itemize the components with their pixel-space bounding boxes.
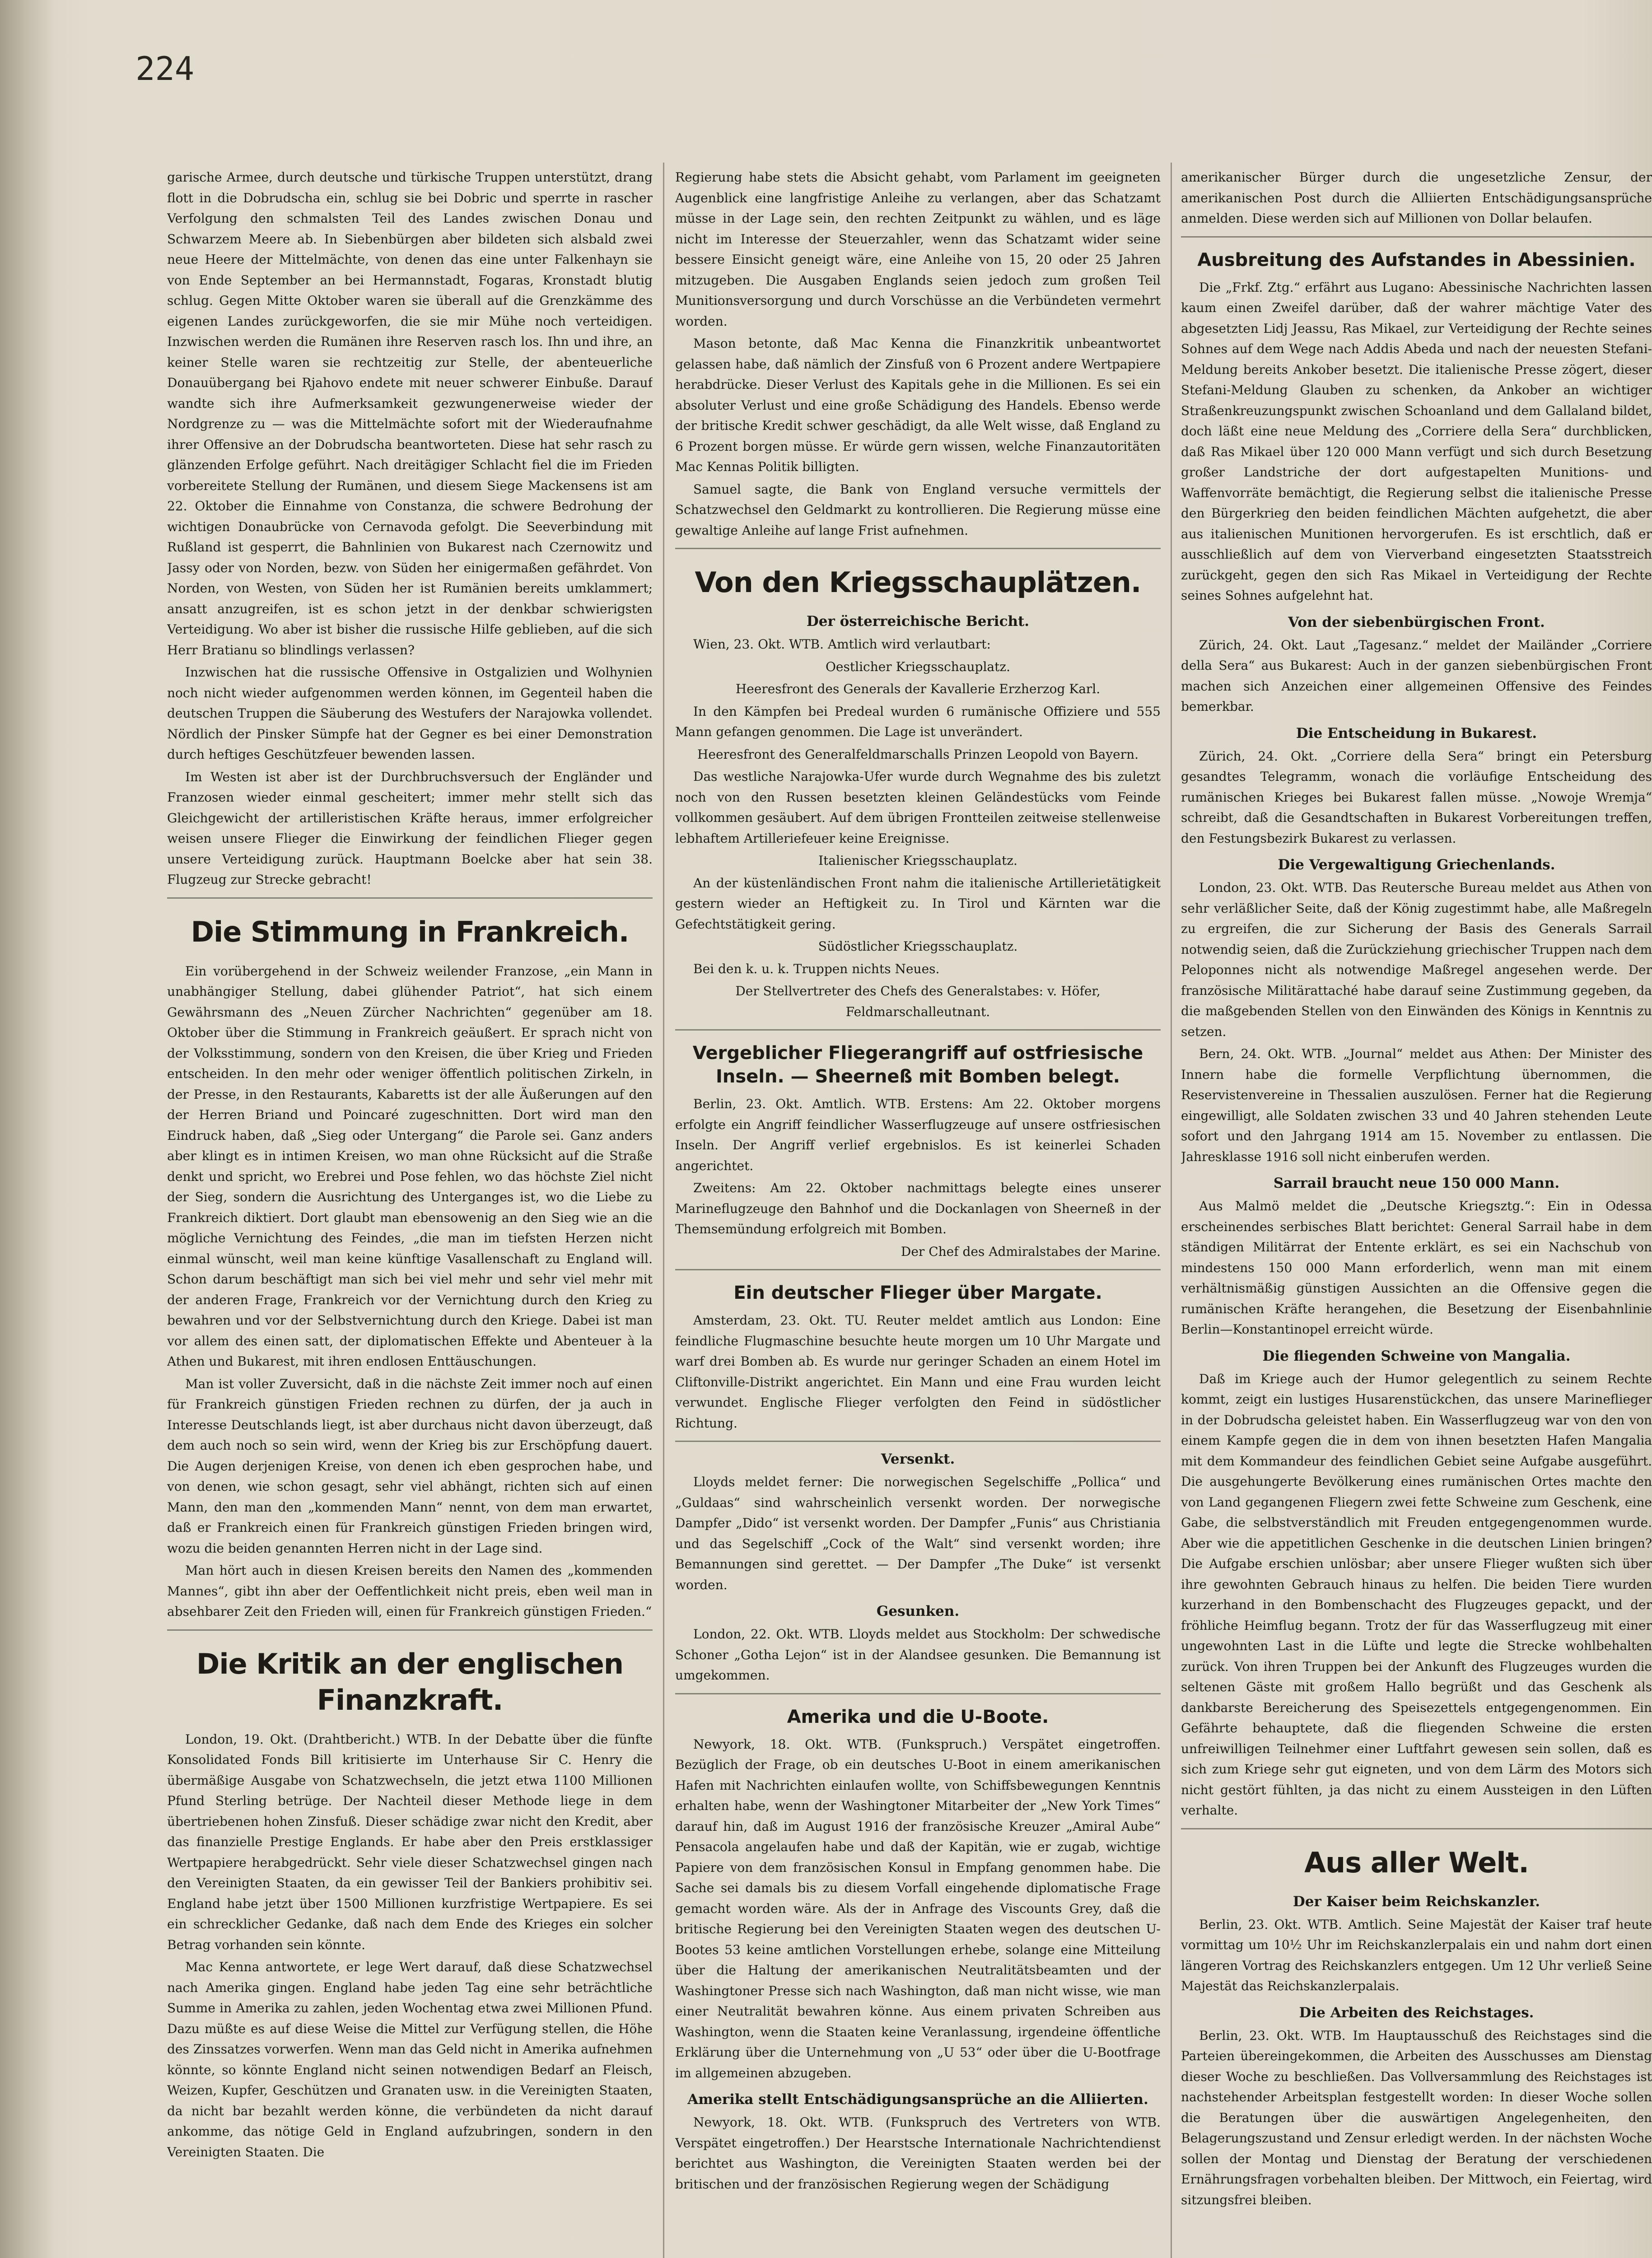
section-label: Heeresfront des Generals der Kavallerie Erzherzog Karl. [735, 681, 1101, 696]
section-label: Südöstlicher Kriegsschauplatz. [818, 939, 1018, 954]
headline-kritik: Die Kritik an der englischen Finanzkraft. [196, 1647, 624, 1717]
section-divider [1181, 1828, 1652, 1829]
column-1 [167, 167, 653, 2258]
section-label: Oestlicher Kriegsschauplatz. [825, 659, 1011, 674]
column-2 [675, 167, 1161, 2258]
article-paragraph: London, 19. Okt. (Drahtbericht.) WTB. In der Debatte über die fünfte Konsolidated Fonds Bill kritisierte im Unterhause Sir C. Henry die übermäßige Ausgabe von Schatzwechseln, die jetzt etwa 1100 Millionen Pfund Sterling betrüge. Der Nachteil dieser Methode liege in dem übertriebenen hohen Zinsfuß. Dieser schädige zwar nicht den Kredit, aber das finanzielle Prestige Englands. Er habe aber den Preis erstklassiger Wertpapiere herabgedrückt. Sehr viele dieser Schatzwechsel gingen nach den Vereinigten Staaten, da ein gewisser Teil der Bankiers prohibitiv sei. England habe jetzt über 1500 Millionen kurzfristige Wertpapiere. Es sei ein schrecklicher Gedanke, daß nach dem Ende des Krieges ein solcher Betrag vorhanden sein könnte. [167, 1731, 653, 1952]
article-paragraph: Ein vorübergehend in der Schweiz weilender Franzose, „ein Mann in unabhängiger Stellung, dabei glühender Patriot“, hat sich einem Gewährsmann des „Neuen Zürcher Nachrichten“ gegenüber am 18. Oktober über die Stimmung in Frankreich geäußert. Er sprach nicht von der Volksstimmung, sondern von den Kreisen, die über Krieg und Frieden entscheiden. In den mehr oder weniger öffentlich politischen Zirkeln, in der Presse, in den Restaurants, Kabaretts ist der alle Äußerungen auf den der Herren Briand und Poincaré zugeschnitten. Dort wird man den Eindruck haben, daß „Sieg oder Untergang“ die Parole sei. Ganz anders aber klingt es in intimen Kreisen, wo man ohne Rücksicht auf die Straße denkt und spricht, wo Erebrei und Pose fehlen, wo das höchste Ziel nicht der Sieg, sondern die Ausrichtung des Unterganges ist, wo die Liebe zu Frankreich diktiert. Dort glaubt man ebensowenig an den Sieg wie an die mögliche Vernichtung des Feindes, „die man im tiefsten Herzen nicht einmal wünscht, weil man keine künftige Vasallenschaft zu England will. Schon darum beschäftigt man sich bei viel mehr und sehr viel mehr mit der anderen Frage, Frankreich vor der Vernichtung durch den Krieg zu bewahren und vor der Selbstvernichtung durch den Kriege. Dabei ist man vor allem des einen satt, der diplomatischen Effekte und Abenteuer à la Athen und Bukarest, mit ihren endlosen Enttäuschungen. [167, 963, 653, 1369]
section-divider [675, 1693, 1161, 1694]
signature: Der Stellvertreter des Chefs des Generalstabes: v. Höfer, Feldmarschalleutnant. [735, 984, 1101, 1019]
dateline: Wien, 23. Okt. WTB. Amtlich wird verlautbart: [693, 637, 991, 652]
article-paragraph: Mason betonte, daß Mac Kenna die Finanzkritik unbeantwortet gelassen habe, daß nämlich der Zinsfuß von 6 Prozent andere Wertpapiere herabdrücke. Dieser Verlust des Kapitals gehe in die Millionen. Es sei ein absoluter Verlust und eine große Schädigung des Handels. Ebenso werde der britische Kredit schwer geschädigt, da alle Welt wisse, daß England zu 6 Prozent borgen müsse. Er würde gern wissen, welche Finanzautoritäten Mac Kennas Politik billigten. [675, 336, 1161, 474]
subheadline-reichstag: Die Arbeiten des Reichstages. [1299, 2004, 1534, 2021]
headline-sarrail: Sarrail braucht neue 150 000 Mann. [1273, 1175, 1560, 1191]
section-divider [675, 1029, 1161, 1031]
headline-versenkt: Versenkt. [881, 1451, 955, 1467]
headline-stimmung: Die Stimmung in Frankreich. [191, 915, 629, 948]
headline-amerika: Amerika und die U-Boote. [787, 1706, 1049, 1727]
headline-griechenland: Die Vergewaltigung Griechenlands. [1278, 857, 1555, 873]
article-paragraph: Berlin, 23. Okt. WTB. Amtlich. Seine Majestät der Kaiser traf heute vormittag um 10½ Uhr im Reichskanzlerpalais ein und nahm dort einen längeren Vortrag des Reichskanzlers entgegen. Um 12 Uhr verließ Seine Majestät das Reichskanzlerpalais. [1181, 1917, 1652, 1993]
headline-kriegsschauplaetze: Von den Kriegsschauplätzen. [695, 566, 1141, 599]
article-paragraph: Die „Frkf. Ztg.“ erfährt aus Lugano: Abessinische Nachrichten lassen kaum einen Zweifel darüber, daß der wahrer mächtige Vater des abgesetzten Lidj Jeassu, Ras Mikael, zur Verteidigung der Rechte seines Sohnes auf dem Wege nach Addis Abeda und nach der neuesten Stefani-Meldung bereits Ankober besetzt. Die italienische Presse zögert, dieser Stefani-Meldung Glauben zu schenken, da Ankober an wichtiger Straßenkreuzungspunkt zwischen Schoanland und dem Gallaland bildet, doch läßt eine neue Meldung des „Corriere della Sera“ durchblicken, daß Ras Mikael über 120 000 Mann verfügt und sich durch Besetzung großer Landstriche der dort aufgestapelten Munitions- und Waffenvorräte bemächtigt, die Regierung selbst die italienische Presse den Bürgerkrieg den beiden feindlichen Mächten aufgehetzt, die aber aus italienischen Munitionen hervorgerufen. Es ist erschtlich, daß er ausschließlich auf dem von Vierverband eingesetzten Staatsstreich zurückgeht, gegen den sich Ras Mikael in Verteidigung der Rechte seines Sohnes aufgelehnt hat. [1181, 280, 1652, 603]
subheadline-kaiser: Der Kaiser beim Reichskanzler. [1293, 1893, 1540, 1910]
article-paragraph: In den Kämpfen bei Predeal wurden 6 rumänische Offiziere und 555 Mann gefangen genommen. Die Lage ist unverändert. [675, 704, 1161, 739]
headline-margate: Ein deutscher Flieger über Margate. [733, 1283, 1102, 1303]
headline-siebenbuergen: Von der siebenbürgischen Front. [1288, 614, 1545, 630]
section-divider [675, 1441, 1161, 1442]
article-paragraph: Lloyds meldet ferner: Die norwegischen Segelschiffe „Pollica“ und „Guldaas“ sind wahrscheinlich versenkt worden. Der norwegische Dampfer „Dido“ ist versenkt worden. Der Dampfer „Funis“ aus Christiania und das Segelschiff „Cock of the Walt“ sind versenkt worden; ihre Bemannungen sind gerettet. — Der Dampfer „The Duke“ ist versenkt worden. [675, 1474, 1161, 1592]
headline-gesunken: Gesunken. [876, 1603, 960, 1619]
headline-aus-aller-welt: Aus aller Welt. [1304, 1846, 1529, 1879]
signature: Der Chef des Admiralstabes der Marine. [901, 1244, 1161, 1259]
article-paragraph: Regierung habe stets die Absicht gehabt, vom Parlament im geeigneten Augenblick eine langfristige Anleihe zu verlangen, aber das Schatzamt müsse in der Lage sein, den rechten Zeitpunkt zu wählen, und es läge nicht im Interesse der Steuerzahler, wenn das Schatzamt wider seine bessere Einsicht geneigt wäre, eine Anleihe von 15, 20 oder 25 Jahren mitzugeben. Die Ausgaben Englands seien jedoch zum großen Teil Munitionsversorgung und durch Vorschüsse an die Verbündeten vermehrt worden. [675, 170, 1161, 329]
section-label: Heeresfront des Generalfeldmarschalls Prinzen Leopold von Bayern. [697, 746, 1139, 762]
section-divider [167, 897, 653, 899]
article-paragraph: garische Armee, durch deutsche und türkische Truppen unterstützt, drang flott in die Dobrudscha ein, schlug sie bei Dobric und sperrte in rascher Verfolgung den schmalsten Teil des Landes zwischen Donau und Schwarzem Meere ab. In Siebenbürgen aber bildeten sich alsbald zwei neue Heere der Mittelmächte, von denen das eine unter Falkenhayn sie von Ende September an bei Hermannstadt, Fogaras, Kronstadt blutig schlug. Gegen Mitte Oktober waren sie überall auf die Grenzkämme des eigenen Landes zurückgeworfen, die sie mir Mühe noch verteidigen. Inzwischen werden die Rumänen ihre Reserven rasch los. Ihn und ihre, an keiner Stelle waren sie rechtzeitig zur Stelle, der abenteuerliche Donauübergang bei Rjahovo endete mit neuer schwerer Einbuße. Darauf wandte sich ihre Aufmerksamkeit gezwungenerweise wieder der Nordgrenze zu — was die Mittelmächte sofort mit der Wiederaufnahme ihrer Offensive an der Dobrudscha beantworteten. Diese hat sehr rasch zu glänzenden Erfolge geführt. Nach dreitägiger Schlacht fiel die im Frieden vorbereitete Stellung der Rumänen, und diesem Siege Mackensens ist am 22. Oktober die Einnahme von Constanza, die schwere Bedrohung der wichtigen Donaubrücke von Cernavoda gefolgt. Die Seeverbindung mit Rußland ist gesperrt, die Bahnlinien von Bukarest nach Czernowitz und Jassy oder von Norden, bezw. von Süden her einigermaßen gefährdet. Von Norden, von Westen, von Süden her ist Rumänien bereits umklammert; ansatt anzugreifen, ist es schon jetzt in der denkbar schwierigsten Verteidigung. Wo aber ist bisher die russische Hilfe geblieben, auf die sich Herr Bratianu so blindlings verlassen? [167, 170, 653, 658]
section-label: Italienischer Kriegsschauplatz. [818, 853, 1017, 868]
column-rule [663, 163, 664, 2258]
section-divider [675, 1269, 1161, 1270]
page-number: 224 [135, 50, 195, 88]
article-paragraph: Newyork, 18. Okt. WTB. (Funkspruch.) Verspätet eingetroffen. Bezüglich der Frage, ob ein deutsches U-Boot in einem amerikanischen Hafen mit Nachrichten einlaufen wollte, von Schiffsbewegungen Kenntnis erhalten habe, wenn der Washingtoner Mitarbeiter der „New York Times“ darauf hin, daß im August 1916 der französische Kreuzer „Amiral Aube“ Pensacola angelaufen habe und daß der Kapitän, wie er zugab, wichtige Papiere von dem französischen Konsul in Empfang genommen habe. Die Sache sei damals bis zu diesem Vorfall eingehende diplomatische Frage gemacht worden wäre. Als der in Anfrage des Viscounts Grey, daß die britische Regierung bei den Vereinigten Staaten wegen des deutschen U-Bootes 53 keine amtlichen Vorstellungen erhebe, solange eine Mitteilung über die Haltung der amerikanischen Neutralitätsbeamten und der Washingtoner Presse sich nach Washington, daß man nicht wisse, wie man einer Neutralität bewahren könne. Aus einem privaten Schreiben aus Washington, wenn die Staaten keine Veranlassung, irgendeine öffentliche Erklärung über die Unternehmung von „U 53“ oder über die U-Bootfrage im allgemeinen abzugeben. [675, 1736, 1161, 2081]
headline-fliegerangriff: Vergeblicher Fliegerangriff auf ostfriesische Inseln. — Sheerneß mit Bomben belegt. [692, 1043, 1143, 1087]
article-paragraph: Bei den k. u. k. Truppen nichts Neues. [693, 961, 940, 976]
article-paragraph: Das westliche Narajowka-Ufer wurde durch Wegnahme des bis zuletzt noch von den Russen besetzten kleinen Geländestücks vom Feinde vollkommen gesäubert. Auf dem übrigen Frontteilen zeitweise stellenweise lebhaftem Artilleriefeuer keine Ereignisse. [675, 769, 1161, 846]
article-paragraph: Newyork, 18. Okt. WTB. (Funkspruch des Vertreters von WTB. Verspätet eingetroffen.) Der Hearstsche Internationale Nachrichtendienst berichtet aus Washington, die Vereinigten Staaten werden bei der britischen und der französischen Regierung wegen der Schädigung [675, 2115, 1161, 2192]
article-paragraph: Zürich, 24. Okt. „Corriere della Sera“ bringt ein Petersburg gesandtes Telegramm, wonach die vorläufige Entscheidung des rumänischen Krieges bei Bukarest fallen müsse. „Nowoje Wremja“ schreibt, daß die Gesandtschaften in Bukarest Vorbereitungen treffen, den Festungsbezirk Bukarest zu verlassen. [1181, 748, 1652, 846]
article-paragraph: An der küstenländischen Front nahm die italienische Artillerietätigkeit gestern wieder an Heftigkeit zu. In Tirol und Kärnten war die Gefechtstätigkeit gering. [675, 875, 1161, 932]
article-paragraph: Im Westen ist aber ist der Durchbruchsversuch der Engländer und Franzosen wieder einmal gescheitert; immer mehr stellt sich das Gleichgewicht der artilleristischen Kräfte heraus, immer erfolgreicher weisen unsere Flieger die Einwirkung der feindlichen Flieger gegen unsere Verteidigung zurück. Hauptmann Boelcke aber hat sein 38. Flugzeug zur Strecke gebracht! [167, 769, 653, 887]
article-paragraph: Aus Malmö meldet die „Deutsche Kriegsztg.“: Ein in Odessa erscheinendes serbisches Blatt berichtet: General Sarrail habe in dem ständigen Militärrat der Entente erklärt, es sei ein Nachschub von mindestens 150 000 Mann erforderlich, wenn man mit einem verhältnismäßig günstigen Aussichten an die Offensive gegen die rumänischen Kräfte herangehen, die Besetzung der Eisenbahnlinie Berlin—Konstantinopel erreicht würde. [1181, 1199, 1652, 1337]
section-divider [1181, 236, 1652, 238]
section-divider [675, 548, 1161, 549]
article-paragraph: Berlin, 23. Okt. Amtlich. WTB. Erstens: Am 22. Oktober morgens erfolgte ein Angriff feindlicher Wasserflugzeuge auf unsere ostfriesischen Inseln. Der Angriff verlief ergebnislos. Es ist keinerlei Schaden angerichtet. [675, 1096, 1161, 1173]
article-paragraph: London, 23. Okt. WTB. Das Reutersche Bureau meldet aus Athen von sehr verläßlicher Seite, daß der König zugestimmt habe, alle Maßregeln zu ergreifen, die zur Sicherung der Basis des Generals Sarrail notwendig seien, daß die Zurückziehung griechischer Truppen nach dem Peloponnes nicht als notwendige Maßregel angesehen werde. Der französische Militärattaché habe darauf seine Zustimmung gegeben, da die maßgebenden Stellen von den Einwänden des Königs in Kenntnis zu setzen. [1181, 880, 1652, 1039]
article-paragraph: Zürich, 24. Okt. Laut „Tagesanz.“ meldet der Mailänder „Corriere della Sera“ aus Bukarest: Auch in der ganzen siebenbürgischen Front machen sich Anzeichen einer allgemeinen Offensive des Feindes bemerkbar. [1181, 637, 1652, 714]
article-paragraph: amerikanischer Bürger durch die ungesetzliche Zensur, der amerikanischen Post durch die Alliierten Entschädigungsansprüche anmelden. Diese werden sich auf Millionen von Dollar belaufen. [1181, 170, 1652, 226]
article-paragraph: Inzwischen hat die russische Offensive in Ostgalizien und Wolhynien noch nicht wieder aufgenommen werden können, im Gegenteil haben die deutschen Truppen die Säuberung des Westufers der Narajowka vollendet. Nördlich der Pinsker Sümpfe hat der Gegner es bei einer Demonstration durch heftiges Geschützfeuer bewenden lassen. [167, 665, 653, 762]
page-binding-shadow [0, 0, 54, 2258]
article-paragraph: Man ist voller Zuversicht, daß in die nächste Zeit immer noch auf einen für Frankreich günstigen Frieden rechnen zu dürfen, der ja auch in Interesse Deutschlands liegt, ist aber durchaus nicht davon überzeugt, daß dem auch noch so sein wird, wenn der Krieg bis zur Erschöpfung dauert. Die Augen derjenigen Kreise, von denen ich eben gesprochen habe, und von denen, wie schon gesagt, sehr viel abhängt, richten sich auf einen Mann, den man den „kommenden Mann“ nennt, von dem man erwartet, daß er Frankreich einen für Frankreich günstigen Frieden bringen wird, wozu die beiden genannten Herren nicht in der Lage sind. [167, 1376, 653, 1556]
headline-bukarest: Die Entscheidung in Bukarest. [1296, 725, 1537, 742]
article-paragraph: Berlin, 23. Okt. WTB. Im Hauptausschuß des Reichstages sind die Parteien übereingekommen, die Arbeiten des Ausschusses am Dienstag dieser Woche zu beschließen. Das Vollversammlung des Reichstages ist nachstehender Arbeitsplan festgestellt worden: In dieser Woche sollen die Beratungen über die auswärtigen Angelegenheiten, den Belagerungszustand und Zensur erledigt werden. In der nächsten Woche sollen der Montag und Dienstag der Beratung der verschiedenen Ernährungsfragen vorbehalten bleiben. Der Mittwoch, ein Feiertag, wird sitzungsfrei bleiben. [1181, 2028, 1652, 2207]
article-paragraph: Man hört auch in diesen Kreisen bereits den Namen des „kommenden Mannes“, gibt ihn aber der Oeffentlichkeit nicht preis, eben weil man in absehbarer Zeit den Frieden will, einen für Frankreich günstigen Frieden.“ [167, 1563, 653, 1619]
column-3 [1181, 167, 1652, 2258]
article-paragraph: London, 22. Okt. WTB. Lloyds meldet aus Stockholm: Der schwedische Schoner „Gotha Lejon“ ist in der Alandsee gesunken. Die Bemannung ist umgekommen. [675, 1627, 1161, 1683]
article-paragraph: Mac Kenna antwortete, er lege Wert darauf, daß diese Schatzwechsel nach Amerika gingen. England habe jeden Tag eine sehr beträchtliche Summe in Amerika zu zahlen, jeden Wochentag etwa zwei Millionen Pfund. Dazu müßte es auf diese Weise die Mittel zur Verfügung stellen, die Höhe des Zinssatzes vorwerfen. Wenn man das Geld nicht in Amerika aufnehmen könnte, so könnte England nicht seinen notwendigen Bedarf an Fleisch, Weizen, Kupfer, Geschützen und Granaten usw. in die Vereinigten Staaten, da nicht bar bezahlt werden könne, die verbündeten da nicht darauf ankomme, das nötige Geld in England aufzubringen, sondern in den Vereinigten Staaten. Die [167, 1959, 653, 2160]
article-paragraph: Daß im Kriege auch der Humor gelegentlich zu seinem Rechte kommt, zeigt ein lustiges Husarenstückchen, das unsere Marineflieger in der Dobrudscha geleistet haben. Ein Wasserflugzeug war von den von einem Kampfe gegen die in dem von ihnen besetzten Hafen Mangalia mit dem Kommandeur des feindlichen Gebiet seine Aufgabe ausgeführt. Die ausgehungerte Bevölkerung eines rumänischen Ortes machte den von Land gegangenen Fliegern zwei fette Schweine zum Geschenk, eine Gabe, die selbstverständlich mit Freuden entgegengenommen wurde. Aber wie die appetitlichen Geschenke in die deutschen Linien bringen? Die Aufgabe erschien unlösbar; aber unsere Flieger wußten sich über ihre gewohnten Gebrauch hinaus zu helfen. Die beiden Tiere wurden kurzerhand in den Bombenschacht des Flugzeuges gepackt, und der fröhliche Heimflug begann. Trotz der für das Wasserflugzeug mit einer ungewohnten Last in die Lüfte und legte die Strecke wohlbehalten zurück. Von ihren Truppen bei der Ankunft des Flugzeuges wurden die seltenen Gäste mit großem Hallo begrüßt und das Geschenk als dankbarste Bereicherung des Speisezettels entgegengenommen. Ein Gefährte behauptete, daß die fliegenden Schweine die ersten unfreiwilligen Teilnehmer einer Luftfahrt gewesen sein sollen, daß es sich zum Kriege sehr gut eigneten, und von dem Lärm des Motors sich nicht gestört fühlten, ja das nicht zu einem Aussteigen in den Lüften verhalte. [1181, 1371, 1652, 1818]
article-paragraph: Bern, 24. Okt. WTB. „Journal“ meldet aus Athen: Der Minister des Innern habe die formelle Verpflichtung übernommen, die Reservistenvereine in Thessalien auszulösen. Ferner hat die Regierung eingewilligt, alle Soldaten zwischen 33 und 40 Jahren stehenden Leute sofort und den Jahrgang 1914 am 15. November zu entlassen. Die Jahresklasse 1916 soll nicht einberufen werden. [1181, 1046, 1652, 1164]
subheadline-oesterreich: Der österreichische Bericht. [806, 613, 1030, 630]
article-paragraph: Samuel sagte, die Bank von England versuche vermittels der Schatzwechsel den Geldmarkt zu kontrollieren. Die Regierung müsse eine gewaltige Anleihe auf lange Frist aufnehmen. [675, 481, 1161, 538]
column-rule [1171, 163, 1172, 2258]
article-paragraph: Zweitens: Am 22. Oktober nachmittags belegte eines unserer Marineflugzeuge den Bahnhof und die Dockanlagen von Sheerneß in der Themsemündung erfolgreich mit Bomben. [675, 1180, 1161, 1236]
headline-entschaedigung: Amerika stellt Entschädigungsansprüche an die Alliierten. [687, 2091, 1148, 2108]
headline-schweine: Die fliegenden Schweine von Mangalia. [1262, 1348, 1571, 1364]
headline-abessinien: Ausbreitung des Aufstandes in Abessinien. [1197, 249, 1636, 271]
article-paragraph: Amsterdam, 23. Okt. TU. Reuter meldet amtlich aus London: Eine feindliche Flugmaschine besuchte heute morgen um 10 Uhr Margate und warf drei Bomben ab. Es wurde nur geringer Schaden an einem Hotel im Cliftonville-Distrikt angerichtet. Ein Mann und eine Frau wurden leicht verwundet. Englische Flieger verfolgten den Feind in südöstlicher Richtung. [675, 1313, 1161, 1431]
section-divider [167, 1629, 653, 1631]
